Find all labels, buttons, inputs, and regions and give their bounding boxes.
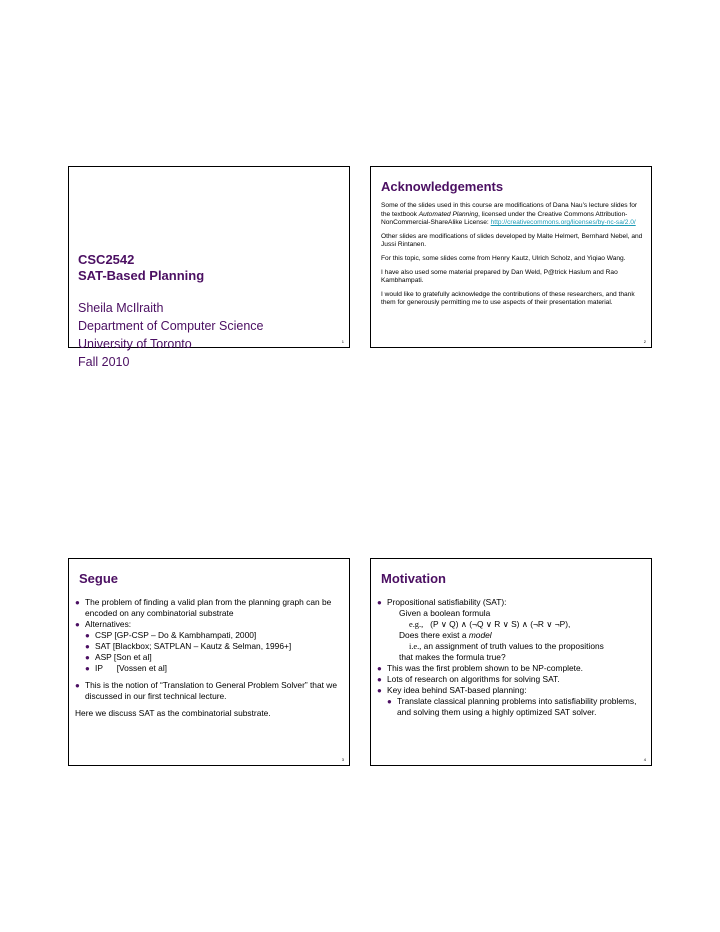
- given-text: Given a boolean formula: [399, 608, 491, 618]
- question-text: Does there exist a: [399, 630, 469, 640]
- ack-paragraph: I have also used some material prepared by Dan Weld, P@trick Haslum and Rao Kambhampati.: [381, 268, 618, 285]
- license-link[interactable]: http://creativecommons.org/licenses/by-nc-sa/2.0/: [490, 219, 636, 227]
- model-term: model: [468, 630, 492, 640]
- slide-body: [377, 597, 649, 718]
- ack-text: , licensed under the Creative Commons Attribution-NonCommercial-ShareAlike License:: [381, 210, 628, 227]
- bullet-item: [75, 680, 347, 702]
- bullet-text: CSP [GP-CSP – Do & Kambhampati, 2000]: [95, 630, 257, 640]
- slide-4: [370, 558, 652, 766]
- eg-label: e.g.,: [409, 620, 424, 629]
- slide-number: 2: [643, 339, 646, 344]
- bullet-dot-icon: ●: [85, 653, 90, 662]
- lecture-title: SAT-Based Planning: [78, 268, 205, 283]
- formula-line: [377, 619, 649, 630]
- question-line: [377, 630, 649, 641]
- bullet-dot-icon: ●: [85, 642, 90, 651]
- sub-bullet-item: [377, 696, 649, 718]
- sub-bullet-item: [75, 641, 347, 652]
- author-block: [78, 299, 264, 371]
- bullet-text: Alternatives:: [85, 619, 132, 629]
- closing-text: Here we discuss SAT as the combinatorial substrate.: [75, 708, 271, 718]
- bullet-dot-icon: ●: [75, 598, 80, 607]
- slide-number: 3: [341, 757, 344, 762]
- ack-paragraph: For this topic, some slides come from Henry Kautz, Ulrich Scholz, and Yiqiao Wang.: [381, 254, 626, 262]
- slide-body: [75, 597, 347, 719]
- bullet-item: [377, 674, 649, 685]
- bullet-dot-icon: ●: [85, 664, 90, 673]
- ack-paragraph: Other slides are modifications of slides developed by Malte Helmert, Bernhard Nebel, and Jussi Rintanen.: [381, 232, 643, 249]
- bullet-text: SAT [Blackbox; SATPLAN – Kautz & Selman, 1996+]: [95, 641, 292, 651]
- bullet-text: ASP [Son et al]: [95, 652, 152, 662]
- department: Department of Computer Science: [78, 319, 264, 333]
- slide-1: [68, 166, 350, 369]
- slide-title: Motivation: [381, 571, 446, 586]
- course-code: CSC2542: [78, 252, 135, 267]
- bullet-text: Translate classical planning problems into satisfiability problems, and solving them using a highly optimized SAT solver.: [397, 696, 637, 717]
- slide-3: [68, 558, 350, 766]
- bullet-item: [75, 619, 347, 630]
- bullet-item: [75, 597, 347, 619]
- bullet-text: This is the notion of “Translation to General Problem Solver” that we discussed in our first technical lecture.: [85, 680, 337, 701]
- slide-number: 4: [643, 757, 646, 762]
- university: University of Toronto: [78, 337, 192, 351]
- bullet-text: This was the first problem shown to be NP-complete.: [387, 663, 583, 673]
- ack-text: Some of the slides used in this course are modifications of Dana Nau’s lecture slides for the textbook: [381, 202, 638, 218]
- author-name: Sheila McIlraith: [78, 301, 164, 315]
- sub-bullet-item: [75, 663, 347, 674]
- bullet-text: Propositional satisfiability (SAT):: [387, 597, 507, 607]
- bullet-dot-icon: ●: [377, 675, 382, 684]
- slide-number: 1: [341, 339, 344, 344]
- ack-paragraph: I would like to gratefully acknowledge the contributions of these researchers, and thank them for generously permitting me to use aspects of their presentation material.: [381, 290, 635, 307]
- bullet-text: IP [Vossen et al]: [95, 663, 168, 673]
- term: Fall 2010: [78, 355, 130, 369]
- slide-2: [370, 166, 652, 348]
- ack-paragraph: [381, 202, 643, 228]
- ie-text: an assignment of truth values to the propositions: [421, 641, 604, 651]
- slide-title: Segue: [79, 571, 119, 586]
- ie-label: i.e.,: [409, 642, 422, 651]
- sub-bullet-item: [75, 652, 347, 663]
- bullet-dot-icon: ●: [377, 598, 382, 607]
- ie-line: [377, 641, 649, 652]
- bullet-dot-icon: ●: [75, 681, 80, 690]
- bullet-dot-icon: ●: [387, 697, 392, 706]
- bullet-dot-icon: ●: [377, 686, 382, 695]
- sub-bullet-item: [75, 630, 347, 641]
- bullet-item: [377, 685, 649, 696]
- acknowledgements-text: [381, 202, 643, 313]
- bullet-text: Lots of research on algorithms for solving SAT.: [387, 674, 560, 684]
- book-title: Automated Planning: [418, 210, 479, 218]
- slide-title: Acknowledgements: [381, 179, 504, 194]
- bullet-text: Key idea behind SAT-based planning:: [387, 685, 527, 695]
- true-line: that makes the formula true?: [399, 652, 506, 662]
- bullet-dot-icon: ●: [377, 664, 382, 673]
- bullet-item: [377, 663, 649, 674]
- bullet-item: [377, 597, 649, 608]
- bullet-text: The problem of finding a valid plan from the planning graph can be encoded on any combinatorial substrate: [85, 597, 332, 618]
- bullet-dot-icon: ●: [75, 620, 80, 629]
- bullet-dot-icon: ●: [85, 631, 90, 640]
- formula: (P ∨ Q) ∧ (¬Q ∨ R ∨ S) ∧ (¬R ∨ ¬P),: [430, 619, 571, 629]
